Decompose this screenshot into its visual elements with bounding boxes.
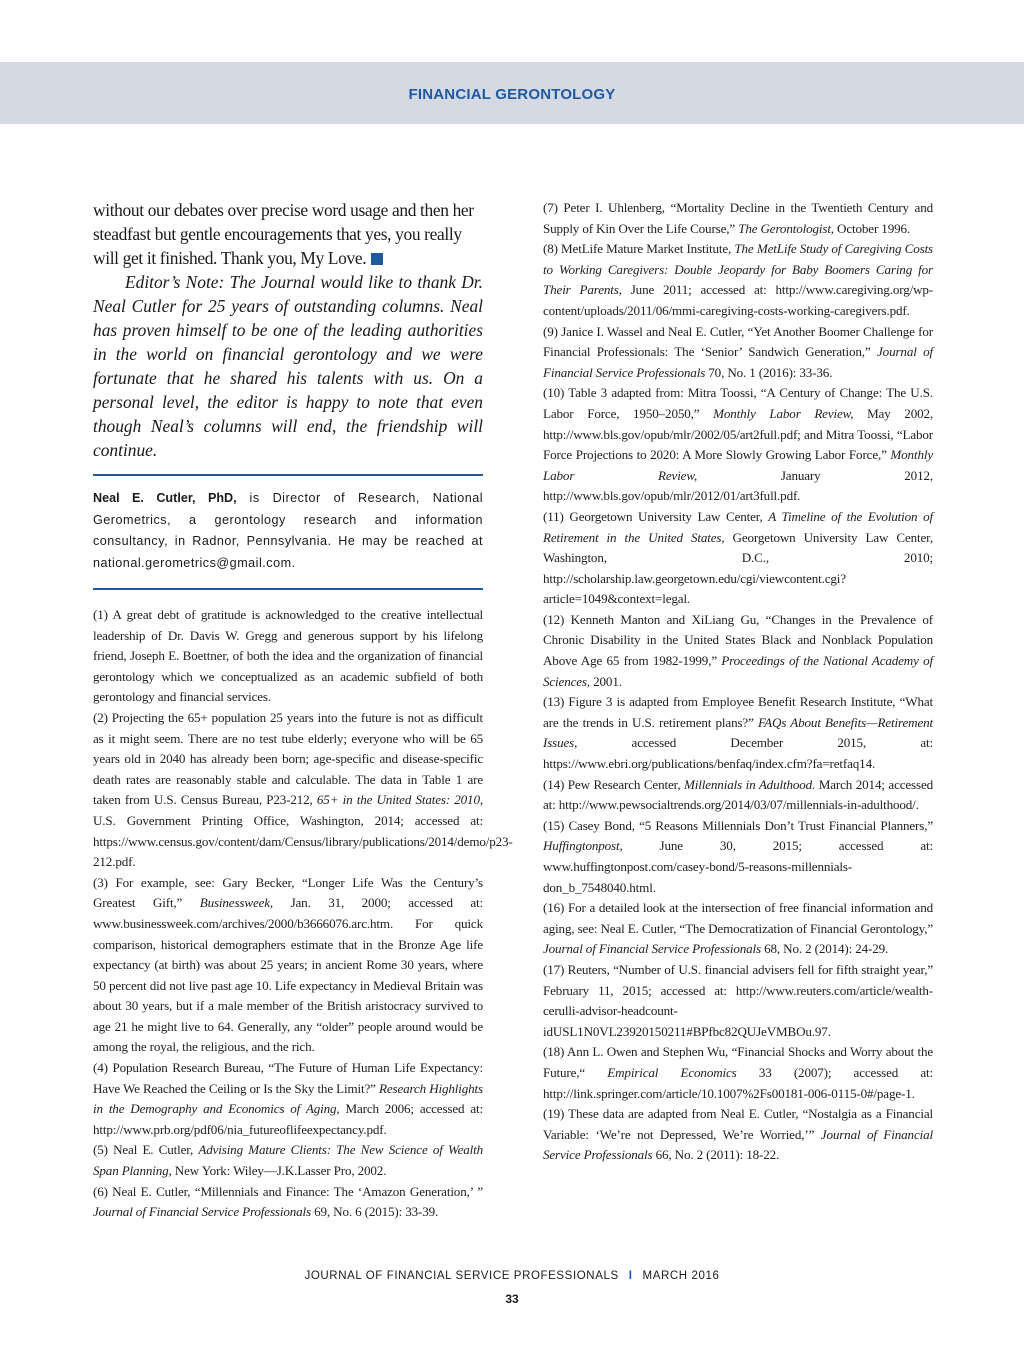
author-name: Neal E. Cutler, PhD,	[93, 491, 237, 505]
endnote-text: 70, No. 1 (2016): 33-36.	[705, 364, 833, 380]
endnote	[543, 1042, 933, 1104]
endnote-title: Journal of Financial Service Professionals	[543, 1126, 933, 1163]
endnote-title: The MetLife Study of Caregiving Costs to Working Caregivers: Double Jeopardy for Baby Boomers Caring for Their Parents,	[543, 241, 934, 298]
endnote-text: (3) For example, see: Gary Becker, “Longer Life Was the Century’s Greatest Gift,”	[93, 874, 483, 911]
endnote-title: Empirical Economics	[607, 1064, 737, 1080]
endnote-text: (12) Kenneth Manton and XiLiang Gu, “Changes in the Prevalence of Chronic Disability in the United States Black and Nonblack Population Above Age 65 from 1982-1999,”	[543, 611, 933, 669]
endnote-text: 2001.	[590, 673, 622, 689]
endnote	[543, 239, 933, 321]
page-number: 33	[505, 1292, 519, 1306]
endnote-text: (8) MetLife Mature Market Institute,	[543, 241, 735, 257]
endnote-text: (13) Figure 3 is adapted from Employee Benefit Research Institute, “What are the trends in U.S. retirement plans?”	[543, 694, 933, 730]
endnote-text: 69, No. 6 (2015): 33-39.	[310, 1204, 439, 1220]
endnote-text: (14) Pew Research Center,	[543, 776, 685, 792]
endnote	[93, 1058, 483, 1140]
closing-paragraph	[93, 198, 483, 270]
endnote	[543, 610, 933, 692]
endnote-text: (9) Janice I. Wassel and Neal E. Cutler, “Yet Another Boomer Challenge for Financial Professionals: The ‘Senior’ Sandwich Generation,”	[543, 323, 933, 360]
endnote-text: (10) Table 3 adapted from: Mitra Toossi, “A Century of Change: The U.S. Labor Force, 1950–2050,”	[543, 385, 933, 421]
endnote-text: U.S. Government Printing Office, Washington, 2014; accessed at: https://www.census.gov/content/dam/Census/library/publications/2014/demo/p23-212.pdf.	[93, 812, 513, 870]
endnote-text: May 2002, http://www.bls.gov/opub/mlr/2002/05/art2full.pdf; and Mitra Toossi, “Labor Force Projections to 2020: A More Slowly Growing Labor Force,”	[543, 405, 934, 463]
endnote-text: New York: Wiley—J.K.Lasser Pro, 2002.	[171, 1163, 387, 1179]
endnote-text: (17) Reuters, “Number of U.S. financial advisers fell for fifth straight year,” February 11, 2015; accessed at: http://www.reuters.com/article/wealth-cerulli-advisor-headcount-idUSL1N0VL23920150211#BPfbc82QUJeVMBOu.97.	[543, 961, 933, 1039]
endnote-text: (19) These data are adapted from Neal E. Cutler, “Nostalgia as a Financial Variable: ‘We’re not Depressed, We’re Worried,’”	[543, 1106, 933, 1142]
endnote-text: 68, No. 2 (2014): 24-29.	[760, 941, 889, 957]
endnote	[543, 507, 933, 610]
endnote-title: FAQs About Benefits—Retirement Issues,	[543, 714, 933, 751]
divider-rule	[93, 588, 483, 590]
endnote-text: January 2012, http://www.bls.gov/opub/mlr/2012/01/art3full.pdf.	[543, 467, 933, 504]
endnote-text: (4) Population Research Bureau, “The Future of Human Life Expectancy: Have We Reached the Ceiling or Is the Sky the Limit?”	[93, 1060, 483, 1096]
endnote	[93, 873, 483, 1058]
endnote-text: (18) Ann L. Owen and Stephen Wu, “Financial Shocks and Worry about the Future,“	[543, 1044, 933, 1080]
endnote	[543, 816, 933, 898]
footer-separator: I	[628, 1270, 633, 1282]
footer-journal-line	[0, 1270, 1024, 1282]
author-bio	[93, 488, 483, 574]
endnote-title: 65+ in the United States: 2010,	[316, 792, 483, 808]
endnote	[543, 198, 933, 239]
endnote-text: 66, No. 2 (2011): 18-22.	[652, 1147, 780, 1163]
endnote	[93, 1182, 483, 1223]
endnote-text: (2) Projecting the 65+ population 25 years into the future is not as difficult as it might seem. There are no test tube elderly; everyone who will be 65 years old in 2040 has already been born; age-specific and disease-specific death rates are reasonably stable and calculable. The data in Table 1 are taken from U.S. Census Bureau, P23-212,	[93, 709, 483, 808]
endnote-text: 33 (2007); accessed at: http://link.springer.com/article/10.1007%2Fs00181-006-0115-0#/page-1.	[543, 1064, 933, 1101]
endnote-text: (6) Neal E. Cutler, “Millennials and Finance: The ‘Amazon Generation,’ ”	[93, 1183, 483, 1199]
endnote-title: Journal of Financial Service Professionals	[93, 1204, 311, 1220]
endnote-text: (11) Georgetown University Law Center,	[543, 508, 769, 524]
right-column	[543, 198, 933, 1166]
endnote-text: (16) For a detailed look at the intersection of free financial information and aging, see: Neal E. Cutler, “The Democratization of Financial Gerontology,”	[543, 900, 933, 936]
endnote-text: (1) A great debt of gratitude is acknowledged to the creative intellectual leadership of Dr. Davis W. Gregg and generous support by his lifelong friend, Joseph E. Boettner, of both the idea and the organization of financial gerontology which we conceptualized as an academic subfield of both gerontology and financial services.	[93, 607, 483, 705]
section-title: FINANCIAL GERONTOLOGY	[408, 86, 616, 103]
end-of-article-square-icon	[371, 253, 383, 265]
author-bio-text: is Director of Research, National Gerometrics, a gerontology research and information consultancy, in Radnor, Pennsylvania. He may be reached at national.gerometrics@gmail.com.	[93, 491, 484, 570]
endnote-title: The Gerontologist,	[738, 220, 834, 236]
endnote-text: March 2014; accessed at: http://www.pewsocialtrends.org/2014/03/07/millennials-in-adulthood/.	[543, 776, 934, 813]
editor-note: Editor’s Note: The Journal would like to thank Dr. Neal Cutler for 25 years of outstanding columns. Neal has proven himself to be one of the leading authorities in the world on financial gerontology and we were fortunate that he shared his talents with us. On a personal level, the editor is happy to note that even though Neal’s columns will end, the friendship will continue.	[93, 272, 483, 460]
endnote-text: Jan. 31, 2000; accessed at: www.businessweek.com/archives/2000/b3666076.arc.htm. For quick comparison, historical demographers estimate that in the Bronze Age life expectancy (at birth) was about 25 years; in ancient Rome 30 years, where 50 percent did not live past age 10. Life expectancy in Medieval Britain was about 30 years, but if a male member of the British aristocracy survived to age 21 he might live to 64. Generally, any “older” people around would be among the royal, the religious, and the rich.	[93, 895, 483, 1055]
divider-rule	[93, 474, 483, 476]
endnote	[543, 775, 933, 816]
endnote-text: (5) Neal E. Cutler,	[93, 1142, 199, 1158]
left-column	[93, 198, 513, 1223]
endnote-title: Journal of Financial Service Professionals	[543, 941, 761, 957]
endnote-text: October 1996.	[833, 220, 911, 236]
endnote-text: (7) Peter I. Uhlenberg, “Mortality Decline in the Twentieth Century and Supply of Kin Over the Life Course,”	[543, 200, 933, 236]
endnote-text: (15) Casey Bond, “5 Reasons Millennials Don’t Trust Financial Planners,”	[543, 817, 933, 833]
endnote-title: Advising Mature Clients: The New Science of Wealth Span Planning,	[93, 1142, 483, 1179]
endnote-text: accessed December 2015, at: https://www.ebri.org/publications/benfaq/index.cfm?fa=retfaq14.	[543, 735, 933, 772]
endnote-title: Huffingtonpost,	[543, 838, 623, 854]
endnote	[543, 692, 933, 774]
endnote-title: Research Highlights in the Demography and Economics of Aging,	[93, 1080, 483, 1117]
endnote-title: Millennials in Adulthood.	[684, 776, 816, 792]
endnote-title: Proceedings of the National Academy of Sciences,	[543, 653, 933, 689]
footer-journal-name: JOURNAL OF FINANCIAL SERVICE PROFESSIONALS	[304, 1270, 619, 1282]
endnotes-left	[93, 605, 513, 1223]
endnote-text: June 30, 2015; accessed at: www.huffingtonpost.com/casey-bond/5-reasons-millennials-don_b_7548040.html.	[543, 838, 933, 895]
endnote	[543, 322, 933, 384]
endnote-title: Monthly Labor Review,	[713, 405, 854, 421]
endnote	[543, 898, 933, 960]
endnote-text: March 2006; accessed at: http://www.prb.org/pdf06/nia_futureoflifeexpectancy.pdf.	[93, 1101, 483, 1137]
endnote	[93, 708, 513, 873]
footer-date: MARCH 2016	[642, 1270, 720, 1282]
endnote	[543, 960, 933, 1042]
endnote-title: Monthly Labor Review,	[543, 447, 933, 483]
endnote-title: A Timeline of the Evolution of Retirement in the United States,	[543, 508, 933, 545]
endnote	[543, 383, 933, 507]
endnote	[93, 605, 483, 708]
endnote-text: Georgetown University Law Center, Washington, D.C., 2010; http://scholarship.law.georgetown.edu/cgi/viewcontent.cgi?article=1049&context=legal.	[543, 529, 933, 607]
endnote-title: Businessweek,	[199, 895, 274, 911]
endnote	[93, 1140, 483, 1181]
endnote-title: Journal of Financial Service Professionals	[543, 344, 933, 380]
section-header-band	[0, 62, 1024, 124]
closing-text: without our debates over precise word usage and then her steadfast but gentle encouragements that yes, you really will get it finished. Thank you, My Love.	[93, 200, 474, 268]
endnotes-right	[543, 198, 933, 1166]
endnote	[543, 1104, 933, 1166]
endnote-text: June 2011; accessed at: http://www.caregiving.org/wp-content/uploads/2011/06/mmi-caregiving-costs-working-caregivers.pdf.	[543, 282, 933, 318]
